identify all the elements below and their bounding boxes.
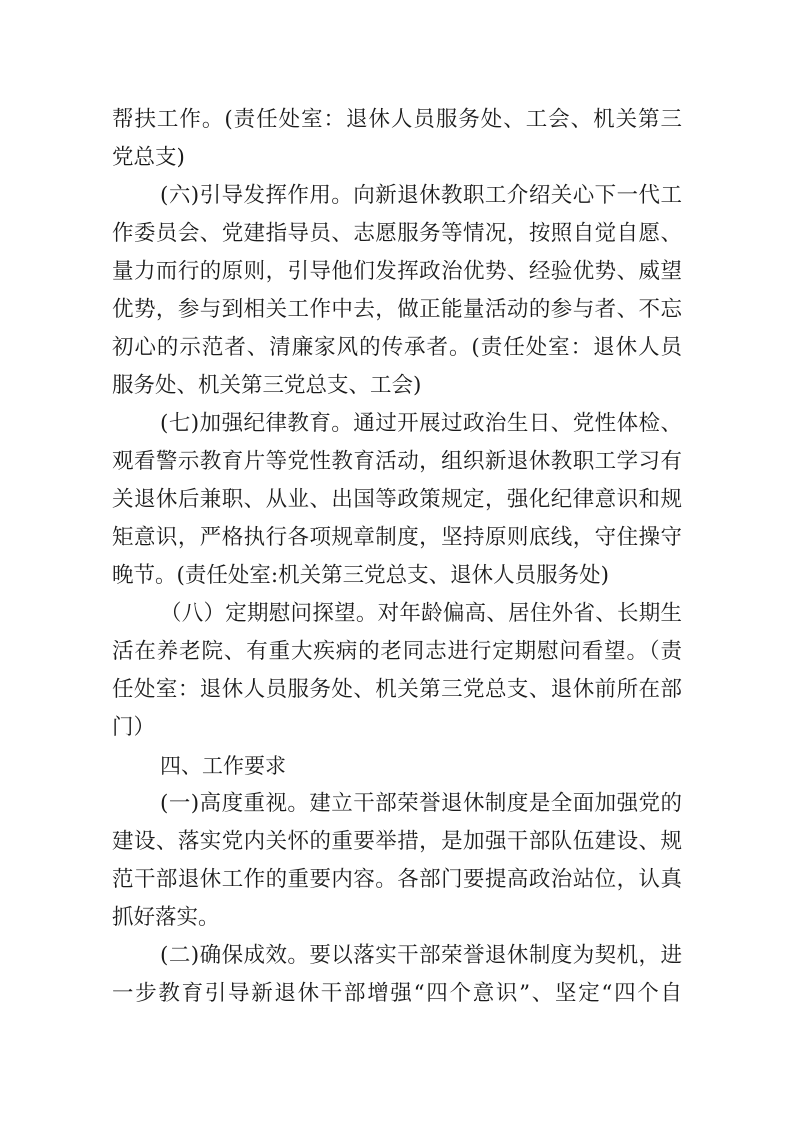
text-line: 量力而行的原则，引导他们发挥政治优势、经验优势、威望 [112,259,682,284]
text-line: 活在养老院、有重大疾病的老同志进行定期慰问看望。（责 [112,639,682,664]
text-line: 作委员会、党建指导员、志愿服务等情况，按照自觉自愿、 [112,221,682,246]
text-line: 建设、落实党内关怀的重要举措，是加强干部队伍建设、规 [112,829,682,854]
text-line: 门） [112,715,156,740]
section-seven-title-line: (七)加强纪律教育。通过开展过政治生日、党性体检、 [160,411,682,436]
text-line: 晚节。(责任处室:机关第三党总支、退休人员服务处) [112,563,610,588]
text-line: 服务处、机关第三党总支、工会) [112,373,422,398]
text-line: 党总支) [112,145,185,170]
text-line: 观看警示教育片等党性教育活动，组织新退休教职工学习有 [112,449,682,474]
text-line: 矩意识，严格执行各项规章制度，坚持原则底线，守住操守 [112,525,682,550]
text-line: 一步教育引导新退休干部增强“四个意识”、坚定“四个自 [112,981,682,1006]
text-line: 初心的示范者、清廉家风的传承者。(责任处室：退休人员 [112,335,682,360]
text-line: 范干部退休工作的重要内容。各部门要提高政治站位，认真 [112,867,682,892]
text-line: 任处室：退休人员服务处、机关第三党总支、退休前所在部 [112,677,682,702]
section-heading: 四、工作要求 [160,754,286,778]
text-line: 关退休后兼职、从业、出国等政策规定，强化纪律意识和规 [112,487,682,512]
subsection-two-title-line: (二)确保成效。要以落实干部荣誉退休制度为契机，进 [160,943,682,968]
text-line: 优势，参与到相关工作中去，做正能量活动的参与者、不忘 [112,297,682,322]
text-line: 抓好落实。 [112,905,220,930]
section-eight-title-line: （八）定期慰问探望。对年龄偏高、居住外省、长期生 [160,601,682,626]
section-six-title-line: (六)引导发挥作用。向新退休教职工介绍关心下一代工 [160,183,682,208]
text-line: 帮扶工作。(责任处室：退休人员服务处、工会、机关第三 [112,107,682,132]
subsection-one-title-line: (一)高度重视。建立干部荣誉退休制度是全面加强党的 [160,791,682,816]
